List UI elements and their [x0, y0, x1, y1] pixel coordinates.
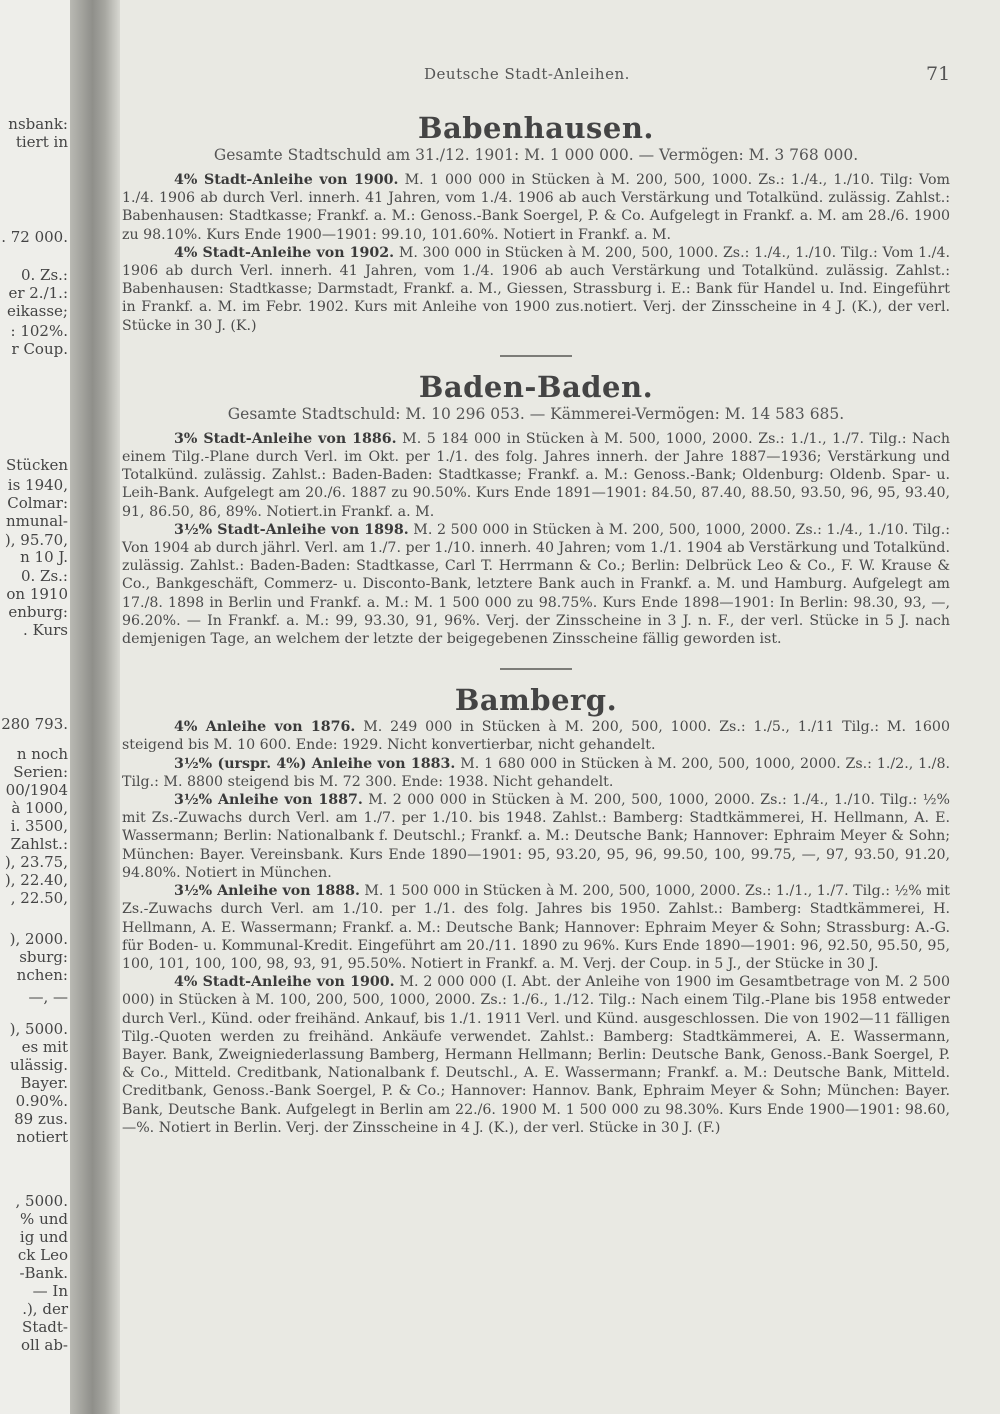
facing-page-text: ig und [19, 1228, 68, 1246]
bond-text: M. 249 000 in Stücken à M. 200, 500, 1000. Zs.: 1./5., 1./11 Tilg.: M. 1600 steigend bis M. 10 600. Ende: 1929. Nicht konvertierbar, nicht gehandelt. [122, 719, 950, 754]
bond-text: M. 2 000 000 in Stücken à M. 200, 500, 1000, 2000. Zs.: 1./4., 1./10. Tilg.: ½% mit Zs.-Zuwachs durch Verl. am 1./7. per 1./10. bis 1948. Zahlst.: Bamberg: Stadtkämmerei, H. Hellmann, A. E. Wassermann; Berlin: Nationalbank f. Deutschl.; Frankf. a. M.: Deutsche Bank; Hannover: Ephraim Meyer & Sohn; München: Bayer. Vereinsbank. Kurs Ende 1890—1901: 95, 93.20, 95, 96, 99.50, 100, 99.75, —, 97, 93.50, 91.20, 94.80%. Notiert in München. [122, 792, 950, 881]
facing-page-text: —, — [28, 988, 68, 1006]
bond-entry [122, 718, 950, 754]
bond-text: M. 300 000 in Stücken à M. 200, 500, 1000. Zs.: 1./4., 1./10. Tilg.: Vom 1./4. 1906 ab durch Verl. innerh. 41 Jahren, vom 1./4. 1906 ab auch Verstärkung und Totalkünd. zulässig. Zahlst.: Babenhausen: Stadtkasse; Darmstadt, Frankf. a. M., Giessen, Strassburg i. E.: Bank für Handel u. Ind. Eingeführt in Frankf. a. M. im Febr. 1902. Kurs mit Anleihe von 1900 zus.notiert. Verj. der Zinsscheine in 4 J. (K.), der verl. Stücke in 30 J. (K.) [122, 244, 950, 334]
facing-page-text: n noch [16, 745, 68, 763]
bond-entry [122, 973, 950, 1137]
facing-page-text: Stadt- [22, 1318, 68, 1336]
facing-page-text: , 22.50, [10, 889, 68, 907]
facing-page-text: Serien: [13, 763, 68, 781]
facing-page-text: 89 zus. [14, 1110, 68, 1128]
facing-page-text: , 5000. [15, 1192, 68, 1210]
section-summary: Gesamte Stadtschuld: M. 10 296 053. — Kämmerei-Vermögen: M. 14 583 685. [227, 404, 845, 423]
facing-page-text: Stücken [6, 456, 68, 474]
facing-page-text: Zahlst.: [10, 835, 68, 853]
bond-text: M. 1 680 000 in Stücken à M. 200, 500, 1000, 2000. Zs.: 1./2., 1./8. Tilg.: M. 8800 steigend bis M. 72 300. Ende: 1938. Nicht gehandelt. [122, 755, 950, 790]
facing-page-text: oll ab- [20, 1336, 68, 1354]
facing-page-text: % und [20, 1210, 68, 1228]
facing-page-text: n 10 J. [20, 548, 68, 566]
bond-entry [122, 171, 950, 244]
bond-heading: 3% Stadt-Anleihe von 1886. [174, 430, 397, 447]
bond-entry [122, 882, 950, 973]
bond-entry [122, 791, 950, 882]
facing-page-text: nmunal- [5, 512, 68, 530]
page-content [122, 110, 950, 1137]
bond-text: M. 1 000 000 in Stücken à M. 200, 500, 1000. Zs.: 1./4., 1./10. Tilg: Vom 1./4. 1906 ab durch Verl. innerh. 41 Jahren, vom 1./4. 1906 ab auch Verstärkung und Totalkünd. zulässig. Zahlst.: Babenhausen: Stadtkasse; Frankf. a. M.: Genoss.-Bank Soergel, P. & Co. Aufgelegt in Frankf. a. M. am 28./6. 1900 zu 98.10%. Kurs Ende 1900—1901: 99.10, 101.60%. Notiert in Frankf. a. M. [122, 172, 950, 243]
facing-page-text: : 102%. [10, 322, 68, 340]
facing-page-text: ), 2000. [9, 930, 68, 948]
running-title: Deutsche Stadt-Anleihen. [424, 65, 630, 83]
bond-text: M. 5 184 000 in Stücken à M. 500, 1000, 2000. Zs.: 1./1., 1./7. Tilg.: Nach einem Tilg.-Plane durch Verl. im Okt. per 1./1. des folg. Jahres innerh. der Jahre 1887—1936; Verstärkung und Totalkünd. zulässig. Zahlst.: Baden-Baden: Stadtkasse; Frankf. a. M.: Genoss.-Bank; Oldenburg: Oldenb. Spar- u. Leih-Bank. Aufgelegt am 20./6. 1887 zu 90.50%. Kurs Ende 1891—1901: 84.50, 87.40, 88.50, 93.50, 96, 95, 93.40, 91, 86.50, 86, 89%. Notiert.in Frankf. a. M. [122, 430, 950, 520]
section-title: Babenhausen. [417, 111, 655, 145]
bond-entry [122, 244, 950, 335]
facing-page-text: .), der [22, 1300, 68, 1318]
facing-page-text: es mit [21, 1038, 68, 1056]
facing-page-text: tiert in [15, 133, 68, 151]
facing-page-text: ), 22.40, [4, 871, 68, 889]
facing-page-text: ), 23.75, [4, 853, 68, 871]
facing-page-fragment [0, 0, 70, 1414]
facing-page-text: notiert [16, 1128, 68, 1146]
section-divider [500, 355, 572, 357]
section-title: Bamberg. [454, 683, 618, 718]
section-title: Baden-Baden. [418, 369, 654, 404]
facing-page-text: on 1910 [6, 585, 68, 603]
facing-page-text: . Kurs [23, 621, 68, 639]
facing-page-text: Bayer. [20, 1074, 68, 1092]
facing-page-text: enburg: [8, 603, 68, 621]
section-summary: Gesamte Stadtschuld am 31./12. 1901: M. 1 000 000. — Vermögen: M. 3 768 000. [213, 146, 859, 164]
facing-page-text: 0. Zs.: [20, 266, 68, 284]
facing-page-text: . 72 000. [1, 228, 68, 246]
bond-text: M. 1 500 000 in Stücken à M. 200, 500, 1000, 2000. Zs.: 1./1., 1./7. Tilg.: ½% mit Zs.-Zuwachs durch Verl. am 1./10. per 1./1. des folg. Jahres bis 1950. Zahlst.: Bamberg: Stadtkämmerei, H. Hellmann, A. E. Wassermann; Frankf. a. M.: Deutsche Bank; Hannover: Ephraim Meyer & Sohn; Strassburg: A.-G. für Boden- u. Kommunal-Kredit. Eingeführt am 20./11. 1890 zu 96%. Kurs Ende 1890—1901: 96, 92.50, 95.50, 95, 100, 101, 100, 100, 98, 93, 91, 95.50%. Notiert in Frankf. a. M. Verj. der Coup. in 5 J., der Stücke in 30 J. [122, 883, 950, 972]
facing-page-text: 0.90%. [15, 1092, 68, 1110]
facing-page-text: eikasse; [6, 302, 68, 320]
bond-heading: 4% Stadt-Anleihe von 1902. [174, 244, 395, 261]
bond-heading: 3½% (urspr. 4%) Anleihe von 1883. [174, 755, 456, 772]
facing-page-text: is 1940, [7, 476, 68, 494]
facing-page-text: -Bank. [19, 1264, 68, 1282]
facing-page-text: ), 95.70, [4, 531, 68, 549]
facing-page-text: ck Leo [17, 1246, 68, 1264]
bond-text: M. 2 000 000 (I. Abt. der Anleihe von 1900 im Gesamtbetrage von M. 2 500 000) in Stücken à M. 100, 200, 500, 1000, 2000. Zs.: 1./6., 1./12. Tilg.: Nach einem Tilg.-Plane bis 1958 entweder durch Verl., Künd. oder freihänd. Ankauf, bis 1./1. 1911 Verl. und Künd. ausgeschlossen. Die von 1902—11 fälligen Tilg.-Quoten werden zu freihänd. Ankäufe verwendet. Zahlst.: Bamberg: Stadtkämmerei, A. E. Wassermann, Bayer. Bank, Zweigniederlassung Bamberg, Hermann Hellmann; Berlin: Deutsche Bank, Genoss.-Bank Soergel, P. & Co., Mitteld. Creditbank, Nationalbank f. Deutschl., A. E. Wassermann; Frankf. a. M.: Deutsche Bank, Mitteld. Creditbank, Genoss.-Bank Soergel, P. & Co.; Hannover: Hannov. Bank, Ephraim Meyer & Sohn; München: Bayer. Bank, Deutsche Bank. Aufgelegt in Berlin am 22./6. 1900 M. 1 500 000 zu 98.30%. Kurs Ende 1900—1901: 98.60, —%. Notiert in Berlin. Verj. der Zinsscheine in 4 J. (K.), der verl. Stücke in 30 J. (F.) [122, 974, 950, 1136]
bond-entry [122, 430, 950, 521]
facing-page-text: Colmar: [7, 494, 68, 512]
facing-page-text: er 2./1.: [8, 284, 68, 302]
facing-page-text: à 1000, [11, 799, 68, 817]
bond-heading: 3½% Stadt-Anleihe von 1898. [174, 521, 409, 538]
bond-entry [122, 521, 950, 648]
section-divider [500, 668, 572, 670]
facing-page-text: 0. Zs.: [20, 567, 68, 585]
facing-page-text: 00/1904 [5, 781, 68, 799]
bond-entry [122, 755, 950, 791]
facing-page-text: r Coup. [11, 340, 68, 358]
facing-page-text: i. 3500, [10, 817, 68, 835]
bond-heading: 4% Stadt-Anleihe von 1900. [174, 974, 395, 991]
bond-heading: 3½% Anleihe von 1887. [174, 792, 363, 809]
facing-page-text: 280 793. [1, 715, 68, 733]
bond-heading: 4% Anleihe von 1876. [174, 719, 356, 736]
facing-page-text: nsbank: [8, 115, 68, 133]
page-number: 71 [926, 63, 951, 85]
bond-heading: 4% Stadt-Anleihe von 1900. [174, 172, 399, 188]
facing-page-text: ulässig. [10, 1056, 68, 1074]
bond-text: M. 2 500 000 in Stücken à M. 200, 500, 1000, 2000. Zs.: 1./4., 1./10. Tilg.: Von 1904 ab durch jährl. Verl. am 1./7. per 1./10. innerh. 40 Jahren; vom 1./1. 1904 ab Verstärkung und Totalkünd. zulässig. Zahlst.: Baden-Baden: Stadtkasse, Carl T. Herrmann & Co.; Berlin: Delbrück Leo & Co., F. W. Krause & Co., Bankgeschäft, Commerz- u. Disconto-Bank, letztere Bank auch in Frankf. a. M. und Hamburg. Aufgelegt am 17./8. 1898 in Berlin und Frankf. a. M.: M. 1 500 000 zu 98.75%. Kurs Ende 1898—1901: In Berlin: 98.30, 93, —, 96.20%. — In Frankf. a. M.: 99, 93.30, 91, 96%. Verj. der Zinsscheine in 3 J. n. F., der verl. Stücke in 5 J. nach demjenigen Tage, an welchem der letzte der beigegebenen Zinsscheine fällig geworden ist. [122, 521, 950, 648]
bond-heading: 3½% Anleihe von 1888. [174, 883, 360, 900]
facing-page-text: — In [32, 1282, 68, 1300]
facing-page-text: ), 5000. [9, 1020, 68, 1038]
book-gutter [70, 0, 120, 1414]
facing-page-text: sburg: [19, 948, 68, 966]
facing-page-text: nchen: [16, 966, 68, 984]
